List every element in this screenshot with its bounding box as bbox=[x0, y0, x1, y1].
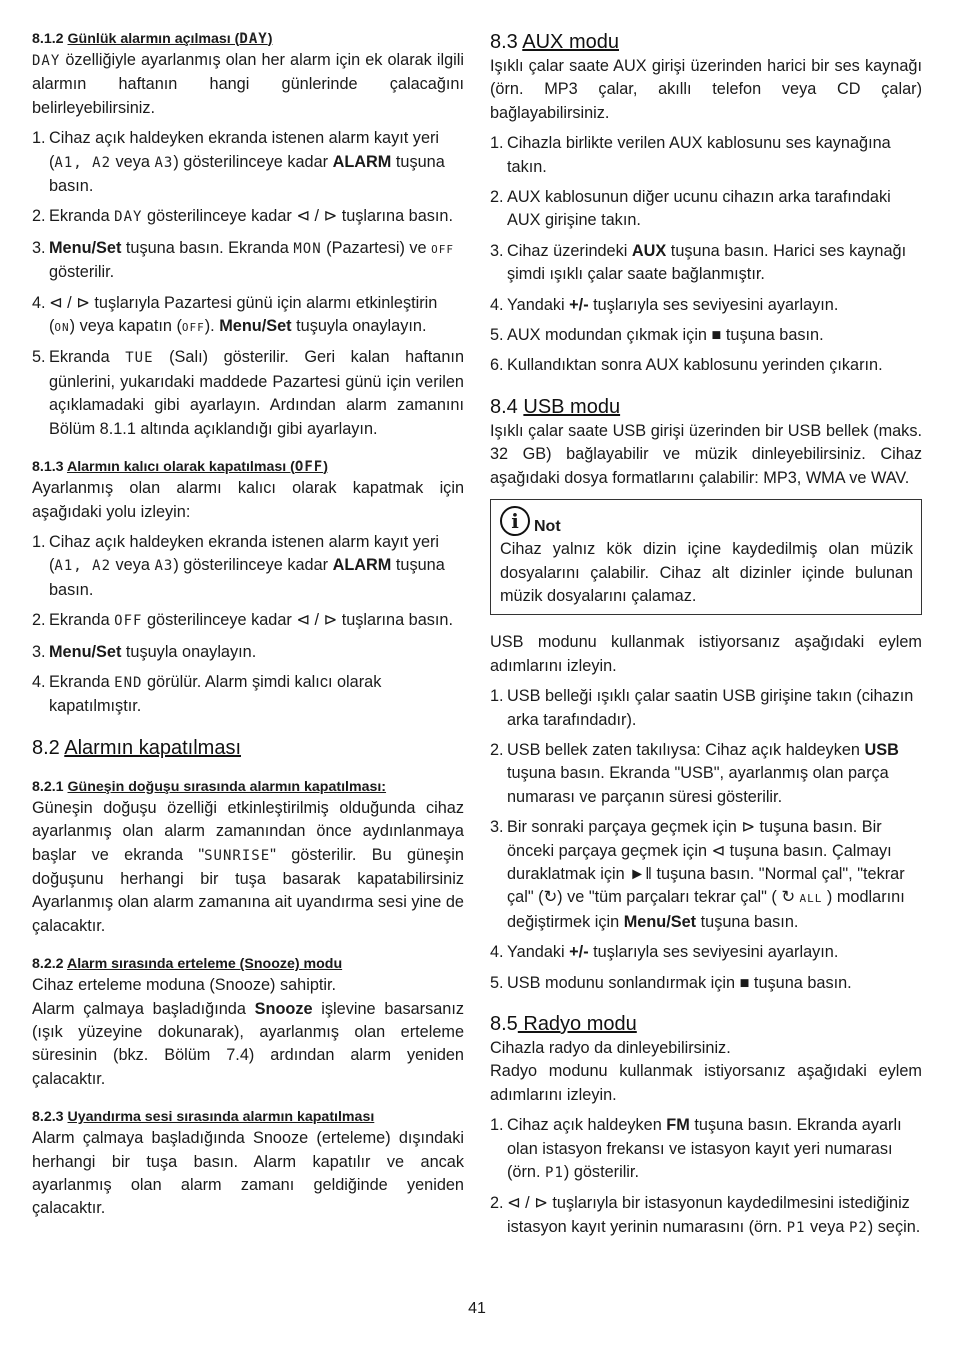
paragraph: Cihaz erteleme moduna (Snooze) sahiptir. bbox=[32, 976, 337, 995]
list-item: 4. Ekranda END görülür. Alarm şimdi kalıcı olarak kapatılmıştır. bbox=[32, 672, 382, 716]
page-number: 41 bbox=[468, 1300, 486, 1317]
list-item: 5. USB modunu sonlandırmak için ■ tuşuna basın. bbox=[490, 973, 852, 992]
list-item: 1. Cihazla birlikte verilen AUX kablosunu ses kaynağına takın. bbox=[490, 134, 891, 176]
paragraph: Ayarlanmış olan alarmı kalıcı olarak kapatmak için aşağıdaki yolu izleyin: bbox=[32, 479, 464, 521]
note-title: Not bbox=[534, 518, 561, 536]
list-item: 1. Cihaz açık haldeyken ekranda istenen alarm kayıt yeri (A1, A2 veya A3) gösterilinceye kadar ALARM tuşuna basın. bbox=[32, 532, 445, 599]
left-column bbox=[32, 29, 464, 1221]
list-item: 3. Cihaz üzerindeki AUX tuşuna basın. Harici ses kaynağı şimdi ışıklı çalar saate bağlanmıştır. bbox=[490, 241, 907, 284]
list-item: 2. Ekranda DAY gösterilinceye kadar ⊲ / ⊳ tuşlarına basın. bbox=[32, 207, 454, 226]
list-item: 3. Menu/Set tuşuyla onaylayın. bbox=[32, 642, 257, 661]
heading-8-2: 8.2 Alarmın kapatılması bbox=[32, 736, 241, 759]
list-item: 2. ⊲ / ⊳ tuşlarıyla bir istasyonun kaydedilmesini istediğiniz istasyon kayıt yerinin numarasını (örn. P1 veya P2) seçin. bbox=[490, 1194, 921, 1236]
note-header bbox=[500, 506, 913, 536]
heading-8-2-1: 8.2.1 Güneşin doğuşu sırasında alarmın kapatılması: bbox=[32, 778, 387, 795]
list-item: 1. USB belleği ışıklı çalar saatin USB girişine takın (cihazın arka tarafındadır). bbox=[490, 687, 914, 729]
paragraph: Güneşin doğuşu özelliği etkinleştirilmiş olduğunda cihaz ayarlanmış olan alarm zamanından önce aydınlanmaya başlar ve ekranda "SUNRISE" gösterilir. Bu güneşin doğuşunu herhangi bir tuşa basarak kapatabilirsiniz Ayarlanmış olan alarm zamanına ait uyandırma sesi yine de çalacaktır. bbox=[32, 798, 464, 935]
list-item: 2. Ekranda OFF gösterilinceye kadar ⊲ / ⊳ tuşlarına basın. bbox=[32, 611, 454, 630]
paragraph: Cihazla radyo da dinleyebilirsiniz. bbox=[490, 1039, 731, 1057]
paragraph: Radyo modunu kullanmak istiyorsanız aşağıdaki eylem adımlarını izleyin. bbox=[490, 1062, 922, 1104]
paragraph: Işıklı çalar saate AUX girişi üzerinden harici bir ses kaynağı (örn. MP3 çalar, akıllı telefon veya CD çalar) bağlayabilirsiniz. bbox=[490, 57, 922, 122]
right-column bbox=[490, 29, 922, 1240]
list-item: 4. ⊲ / ⊳ tuşlarıyla Pazartesi günü için alarmı etkinleştirin (ON) veya kapatın (OFF). Menu/Set tuşuyla onaylayın. bbox=[32, 293, 438, 336]
list-item: 4. Yandaki +/- tuşlarıyla ses seviyesini ayarlayın. bbox=[490, 943, 839, 962]
list-item: 4. Yandaki +/- tuşlarıyla ses seviyesini ayarlayın. bbox=[490, 295, 839, 314]
paragraph: Işıklı çalar saate USB girişi üzerinden bir USB bellek (maks. 32 GB) bağlayabilir ve müzik dinleyebilirsiniz. Cihaz aşağıdaki dosya formatlarını çalabilir: MP3, WMA ve WAV. bbox=[490, 421, 922, 487]
heading-8-4: 8.4 USB modu bbox=[490, 395, 621, 418]
paragraph: Alarm çalmaya başladığında Snooze (erteleme) dışındaki herhangi bir tuşa basın. Alarm kapatılır ve ancak ayarlanmış olan alarm zamanı geldiğinde yeniden çalacaktır. bbox=[32, 1129, 464, 1218]
list-item: 6. Kullandıktan sonra AUX kablosunu yerinden çıkarın. bbox=[490, 356, 883, 375]
list-item: 1. Cihaz açık haldeyken ekranda istenen alarm kayıt yeri (A1, A2 veya A3) gösterilinceye kadar ALARM tuşuna basın. bbox=[32, 129, 445, 196]
list-item: 2. AUX kablosunun diğer ucunu cihazın arka tarafındaki AUX girişine takın. bbox=[490, 188, 891, 230]
paragraph: USB modunu kullanmak istiyorsanız aşağıdaki eylem adımlarını izleyin. bbox=[490, 633, 922, 675]
heading-8-1-2: 8.1.2 Günlük alarmın açılması (DAY) bbox=[32, 31, 273, 47]
list-item: 1. Cihaz açık haldeyken FM tuşuna basın. Ekranda ayarlı olan istasyon frekansı ve istasyon kayıt yeri numarası (örn. P1) gösterilir. bbox=[490, 1116, 902, 1182]
note-box bbox=[490, 499, 922, 615]
info-icon: i bbox=[500, 506, 530, 536]
heading-8-2-3: 8.2.3 Uyandırma sesi sırasında alarmın kapatılması bbox=[32, 1109, 375, 1126]
heading-8-1-3: 8.1.3 Alarmın kalıcı olarak kapatılması (OFF) bbox=[32, 459, 328, 476]
note-text: Cihaz yalnız kök dizin içine kaydedilmiş olan müzik dosyalarını çalabilir. Cihaz alt dizinler içinde bulunan müzik dosyalarını çalamaz. bbox=[500, 540, 913, 605]
paragraph: DAY özelliğiyle ayarlanmış olan her alarm için ek olarak ilgili alarmın haftanın hangi günlerinde çalacağını belirleyebilirsiniz. bbox=[32, 51, 464, 117]
list-item: 2. USB bellek zaten takılıysa: Cihaz açık haldeyken USB tuşuna basın. Ekranda "USB", ayarlanmış olan parça numarası ve parçanın süresi gösterilir. bbox=[490, 740, 899, 806]
heading-8-2-2: 8.2.2 Alarm sırasında erteleme (Snooze) modu bbox=[32, 956, 343, 973]
paragraph: Alarm çalmaya başladığında Snooze işlevine basarsanız (ışık yüzeyine dokunarak), ayarlanmış olan erteleme süresinin (bkz. Bölüm 7.4) ardından alarm yeniden çalacaktır. bbox=[32, 999, 464, 1088]
heading-8-5: 8.5 Radyo modu bbox=[490, 1013, 637, 1035]
list-item: 5. AUX modundan çıkmak için ■ tuşuna basın. bbox=[490, 326, 824, 345]
list-item: 3. Menu/Set tuşuna basın. Ekranda MON (Pazartesi) ve OFF gösterilir. bbox=[32, 238, 455, 282]
list-item: 5. Ekranda TUE (Salı) gösterilir. Geri kalan haftanın günlerini, yukarıdaki maddede Pazartesi günü için verilen açıklamadaki gibi ayarlayın. Ardından alarm zamanını Bölüm 8.1.1 altında açıklandığı gibi ayarlayın. bbox=[32, 348, 464, 438]
heading-8-3: 8.3 AUX modu bbox=[490, 31, 619, 53]
list-item: 3. Bir sonraki parçaya geçmek için ⊳ tuşuna basın. Bir önceki parçaya geçmek için ⊲ tuşuna basın. Çalmayı duraklatmak için ►‖ tuşuna basın. "Normal çal", "tekrar çal" (↻) ve "tüm parçaları tekrar çal" ( ↻ ALL ) modlarını değiştirmek için Menu/Set tuşuna basın. bbox=[490, 818, 905, 931]
